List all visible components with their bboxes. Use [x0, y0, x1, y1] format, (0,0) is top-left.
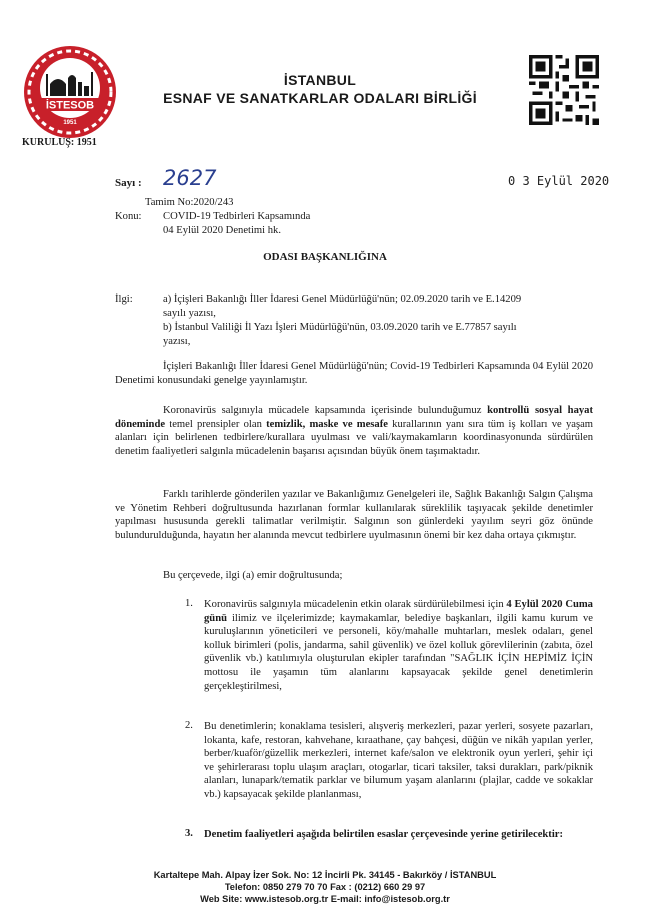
- ilgi-a-line2: sayılı yazısı,: [163, 308, 216, 319]
- footer-address: Kartaltepe Mah. Alpay İzer Sok. No: 12 İncirli Pk. 34145 - Bakırköy / İSTANBUL: [153, 870, 497, 880]
- paragraph-2-bold-1: kontrollü sosyal hayat döneminde: [115, 405, 593, 430]
- sayi-colon: :: [137, 177, 142, 189]
- recipient-heading: ODASI BAŞKANLIĞINA: [263, 251, 387, 263]
- ilgi-label: İlgi:: [115, 294, 133, 305]
- paragraph-2-bold-2: temizlik, maske ve mesafe: [266, 418, 388, 430]
- qr-code: [529, 55, 599, 125]
- item-2-number: 2.: [185, 720, 193, 731]
- item-1-text-c: ilimiz ve ilçelerimizde; kaymakamlar, belediye başkanları, ilgili kamu kurum ve kuruluşlarının yöneticileri ve personeli, köy/mahalle muhtarları, meslek odaları, genel kolluk birimleri (polis, jandarma, sahil güvenlik) ve özel kolluk görevlilerinin (zabıta, özel güvenlik vb.) katılımıyla oluşturulan ekipler tarafından "SAĞLIK İÇİN HEPİMİZ İÇİN mottosu ile yaşamın tüm alanlarını kapsayacak şekilde genel denetimlerin gerçekleştirilmesi,: [204, 612, 593, 692]
- sayi-label: [115, 177, 142, 189]
- konu-label: Konu:: [115, 211, 142, 222]
- svg-text:İSTESOB: İSTESOB: [45, 99, 95, 112]
- item-3-number: 3.: [185, 828, 193, 839]
- ilgi-b-line1: b) İstanbul Valiliği İl Yazı İşleri Müdürlüğü'nün, 03.09.2020 tarih ve E.77857 sayılı: [163, 322, 517, 333]
- paragraph-2-text: Koronavirüs salgınıyla mücadele kapsamında içerisinde bulunduğumuz: [163, 405, 488, 416]
- item-1-text-a: Koronavirüs salgınıyla mücadelenin etkin olarak sürdürülebilmesi için: [204, 599, 507, 610]
- paragraph-2-text-3: kurallarının yanı sıra tüm iş kolları ve yaşam alanları için belirlenen tedbirlere/kurallara uyulması ve vali/kaymakamların koordinasyonunda sürdürülen denetim faaliyetleri salgınla mücadelenin başarısı açısından büyük önem taşımaktadır.: [115, 418, 594, 457]
- item-2-text: Bu denetimlerin; konaklama tesisleri, alışveriş merkezleri, pazar yerleri, sosyete pazarları, lokanta, kafe, restoran, kahvehane, kıraathane, çay bahçesi, düğün ve nikâh yapılan yerler, berber/kuaför/güzellik merkezleri, internet kafe/salon ve elektronik oyun yerleri, şehir içi ve şehirlerarası toplu ulaşım araçları, otogarlar, ticari taksiler, taksi durakları, park/piknik alanları, lunapark/tematik parklar ve bilumum yaşam alanlarını (plajlar, cadde ve sokaklar vb.) kapsayacak şekilde planlanması,: [204, 721, 593, 800]
- date-stamp: 0 3 Eylül 2020: [508, 174, 610, 188]
- footer-web: Web Site: www.istesob.org.tr E-mail: info@istesob.org.tr: [200, 894, 450, 904]
- founded-label: KURULUŞ: 1951: [22, 137, 97, 148]
- paragraph-3: Farklı tarihlerde gönderilen yazılar ve Bakanlığımız Genelgeleri ile, Sağlık Bakanlığı Salgın Çalışma ve Yönetim Rehberi doğrultusunda hazırlanan formlar kullanılarak süreklilik taşıyacak şekilde denetimler yapılması hususunda gerekli talimatlar verilmiştir. Salgının son günlerdeki yayılım seyri göz önünde bulundurulduğunda, hayatın her alanında mevcut tedbirlere uyulmasının önemi bir kez daha ortaya çıkmıştır.: [115, 489, 593, 541]
- item-1-number: 1.: [185, 598, 193, 609]
- tamim-no: Tamim No:2020/243: [145, 197, 234, 208]
- item-3-text: Denetim faaliyetleri aşağıda belirtilen esaslar çerçevesinde yerine getirilecektir:: [204, 829, 563, 840]
- item-1-bold: 4 Eylül 2020 Cuma günü: [204, 599, 593, 624]
- org-name-line2: ESNAF VE SANATKARLAR ODALARI BİRLİĞİ: [163, 90, 477, 106]
- footer-phone: Telefon: 0850 279 70 70 Fax : (0212) 660 29 97: [224, 882, 426, 892]
- paragraph-2: [115, 404, 593, 458]
- paragraph-2-text-2: temel prensipler olan: [165, 418, 267, 430]
- item-1-text: [204, 598, 593, 693]
- sayi-label-text: Sayı: [115, 177, 136, 189]
- paragraph-1: İçişleri Bakanlığı İller İdaresi Genel Müdürlüğü'nün; Covid-19 Tedbirleri Kapsamında 04 Eylül 2020 Denetimi konusundaki genelge yayınlamıştır.: [115, 361, 593, 386]
- konu-line1: COVID-19 Tedbirleri Kapsamında: [163, 211, 311, 222]
- istesob-logo: [22, 44, 118, 140]
- paragraph-4: Bu çerçevede, ilgi (a) emir doğrultusunda;: [163, 570, 343, 581]
- org-name-line1: İSTANBUL: [283, 72, 357, 88]
- sayi-number: 2627: [163, 166, 217, 190]
- ilgi-b-line2: yazısı,: [163, 336, 191, 347]
- ilgi-a-line1: a) İçişleri Bakanlığı İller İdaresi Genel Müdürlüğü'nün; 02.09.2020 tarih ve E.14209: [163, 294, 522, 305]
- konu-line2: 04 Eylül 2020 Denetimi hk.: [163, 225, 281, 236]
- svg-text:1951: 1951: [63, 120, 77, 126]
